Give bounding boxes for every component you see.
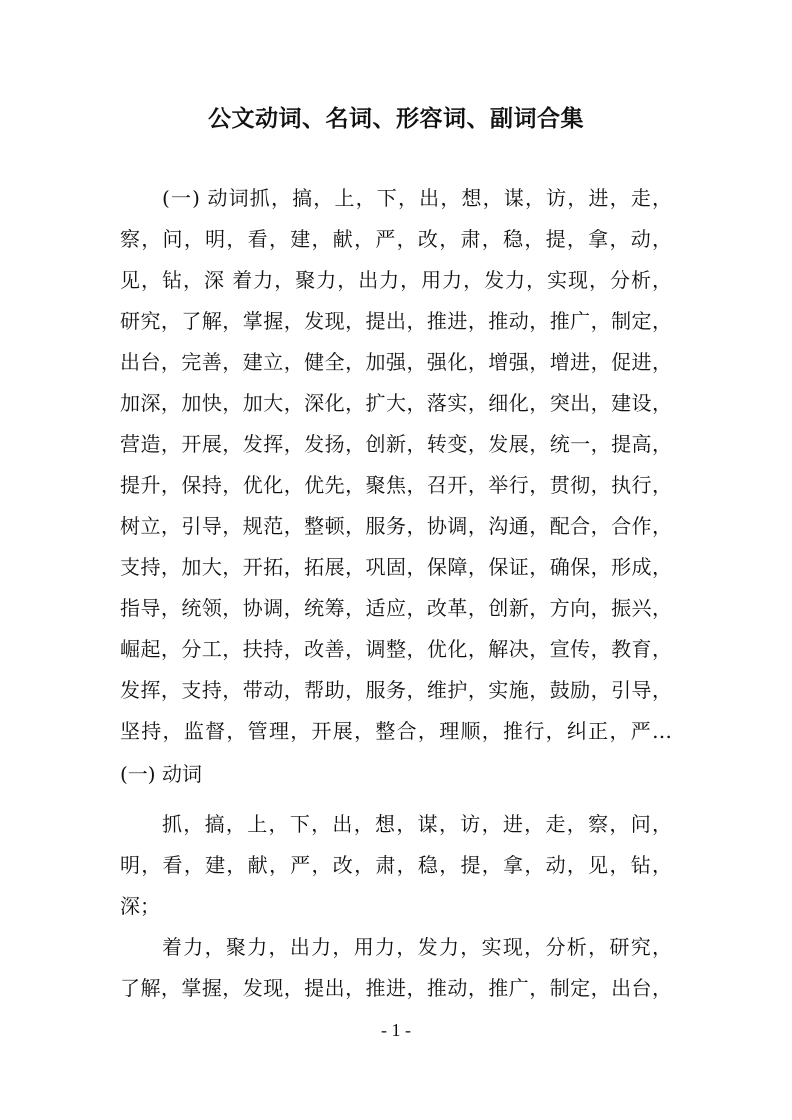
summary-line: 提升，保持，优化，优先，聚焦，召开，举行，贯彻，执行， — [120, 473, 672, 497]
summary-line: 营造，开展，发挥，发扬，创新，转变，发展，统一，提高， — [120, 432, 672, 456]
summary-line: 见，钻，深 着力，聚力，出力，用力，发力，实现，分析， — [120, 268, 672, 292]
section-heading: (一) 动词 — [120, 762, 202, 786]
summary-line: 支持，加大，开拓，拓展，巩固，保障，保证，确保，形成， — [120, 555, 672, 579]
summary-line: 树立，引导，规范，整顿，服务，协调，沟通，配合，合作， — [120, 514, 672, 538]
page-number: - 1 - — [381, 1020, 411, 1040]
summary-line: 坚持，监督，管理，开展，整合，理顺，推行，纠正，严… — [120, 719, 672, 743]
paragraph-line: 了解，掌握，发现，提出，推进，推动，推广，制定，出台， — [120, 976, 672, 1000]
summary-line: 加深，加快，加大，深化，扩大，落实，细化，突出，建设， — [120, 391, 672, 415]
document-title: 公文动词、名词、形容词、副词合集 — [208, 105, 584, 132]
paragraph-line: 明，看，建，献，严，改，肃，稳，提，拿，动，见，钻， — [120, 853, 672, 877]
summary-line: 出台，完善，建立，健全，加强，强化，增强，增进，促进， — [120, 350, 672, 374]
summary-line: 察，问，明，看，建，献，严，改，肃，稳，提，拿，动， — [120, 227, 672, 251]
paragraph-line: 着力，聚力，出力，用力，发力，实现，分析，研究， — [162, 935, 672, 959]
summary-line: (一) 动词抓，搞，上，下，出，想，谋，访，进，走， — [162, 186, 672, 210]
paragraph-line: 深； — [120, 894, 160, 918]
summary-line: 发挥，支持，带动，帮助，服务，维护，实施，鼓励，引导， — [120, 678, 672, 702]
summary-line: 崛起，分工，扶持，改善，调整，优化，解决，宣传，教育， — [120, 637, 672, 661]
summary-line: 指导，统领，协调，统筹，适应，改革，创新，方向，振兴， — [120, 596, 672, 620]
summary-line: 研究，了解，掌握，发现，提出，推进，推动，推广，制定， — [120, 309, 672, 333]
paragraph-line: 抓，搞，上，下，出，想，谋，访，进，走，察，问， — [162, 812, 672, 836]
